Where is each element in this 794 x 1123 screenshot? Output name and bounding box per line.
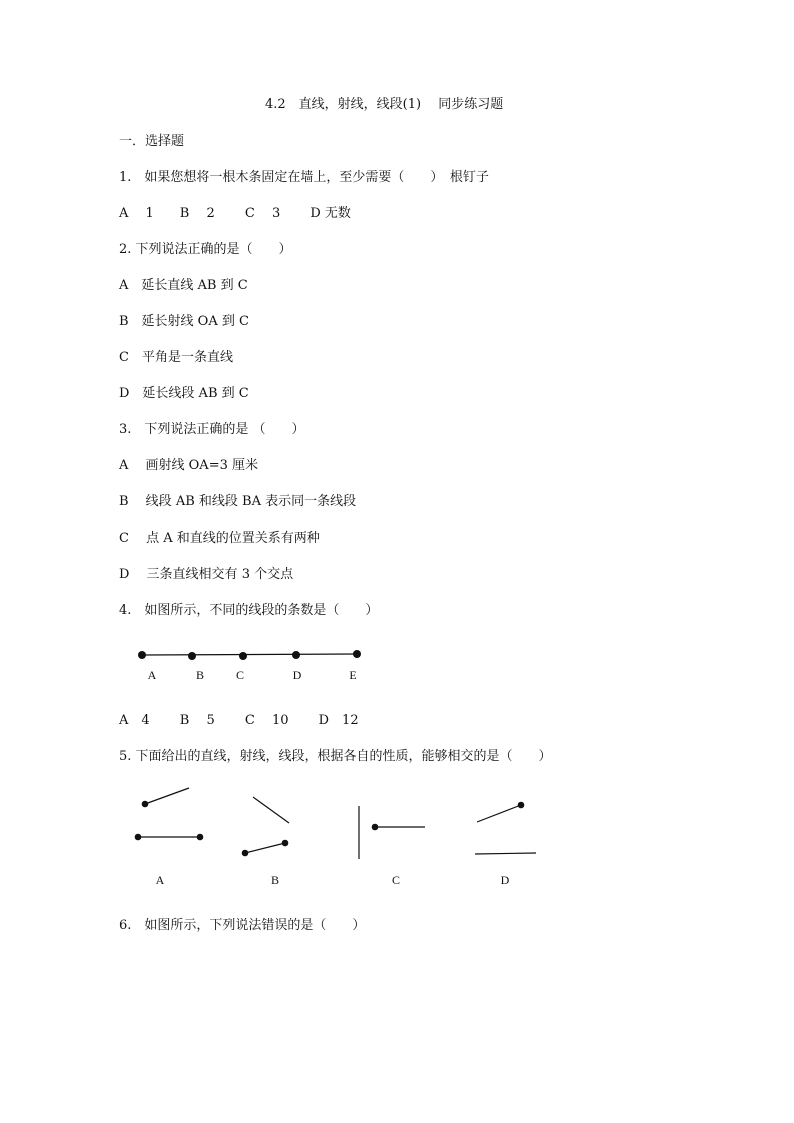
point-label-c: C bbox=[235, 668, 245, 682]
point-a-dot bbox=[138, 651, 146, 659]
figure-label-d: D bbox=[500, 873, 510, 887]
segment-b-endpoint-2 bbox=[282, 840, 289, 847]
point-e-dot bbox=[353, 650, 361, 658]
figure-label-a: A bbox=[155, 873, 165, 887]
question-1-options: A 1 B 2 C 3 D 无数 bbox=[119, 206, 351, 221]
segment-a-endpoint-2 bbox=[197, 834, 204, 841]
point-d-dot bbox=[292, 651, 300, 659]
segment-b bbox=[245, 843, 285, 853]
question-2-option-d: D 延长线段 AB 到 C bbox=[119, 386, 249, 401]
point-b-dot bbox=[188, 652, 196, 660]
question-2-option-c: C 平角是一条直线 bbox=[119, 350, 233, 365]
segment-b-endpoint-1 bbox=[242, 850, 249, 857]
ray-c-endpoint bbox=[372, 824, 379, 831]
figure-a bbox=[135, 788, 204, 887]
point-label-a: A bbox=[147, 668, 157, 682]
figure-c bbox=[359, 806, 425, 887]
point-c-dot bbox=[239, 652, 247, 660]
question-3-option-a: A 画射线 OA=3 厘米 bbox=[119, 458, 258, 473]
line-d bbox=[475, 853, 536, 854]
ray-d bbox=[477, 805, 521, 822]
point-label-e: E bbox=[349, 668, 357, 682]
question-2-option-a: A 延长直线 AB 到 C bbox=[119, 278, 248, 293]
figure-b bbox=[242, 797, 289, 887]
page-title: 4.2 直线，射线，线段(1) 同步练习题 bbox=[265, 97, 504, 112]
section-heading: 一．选择题 bbox=[119, 134, 185, 149]
ray-a bbox=[145, 788, 189, 804]
question-2-stem: 2. 下列说法正确的是（ ） bbox=[119, 242, 292, 257]
point-label-b: B bbox=[195, 668, 205, 682]
ray-a-endpoint bbox=[142, 801, 149, 808]
ray-d-endpoint bbox=[518, 802, 525, 809]
question-2-option-b: B 延长射线 OA 到 C bbox=[119, 314, 249, 329]
question-1-stem: 1. 如果您想将一根木条固定在墙上，至少需要（ ） 根钉子 bbox=[119, 170, 489, 185]
figure-label-b: B bbox=[270, 873, 280, 887]
question-3-option-c: C 点 A 和直线的位置关系有两种 bbox=[119, 531, 320, 546]
line-b bbox=[253, 797, 289, 823]
segment-a-endpoint-1 bbox=[135, 834, 142, 841]
point-label-d: D bbox=[292, 668, 302, 682]
question-3-option-b: B 线段 AB 和线段 BA 表示同一条线段 bbox=[119, 494, 357, 509]
intersect-options-figure bbox=[130, 782, 550, 890]
figure-d bbox=[475, 802, 536, 887]
question-3-stem: 3. 下列说法正确的是 （ ） bbox=[119, 422, 305, 437]
question-3-option-d: D 三条直线相交有 3 个交点 bbox=[119, 567, 294, 582]
figure-label-c: C bbox=[391, 873, 401, 887]
segment-line bbox=[142, 654, 357, 655]
question-4-stem: 4. 如图所示，不同的线段的条数是（ ） bbox=[119, 603, 379, 618]
question-5-stem: 5. 下面给出的直线，射线，线段，根据各自的性质，能够相交的是（ ） bbox=[119, 749, 552, 764]
question-4-options: A 4 B 5 C 10 D 12 bbox=[119, 713, 359, 728]
question-6-stem: 6. 如图所示，下列说法错误的是（ ） bbox=[119, 918, 366, 933]
segment-points-figure bbox=[130, 640, 380, 690]
